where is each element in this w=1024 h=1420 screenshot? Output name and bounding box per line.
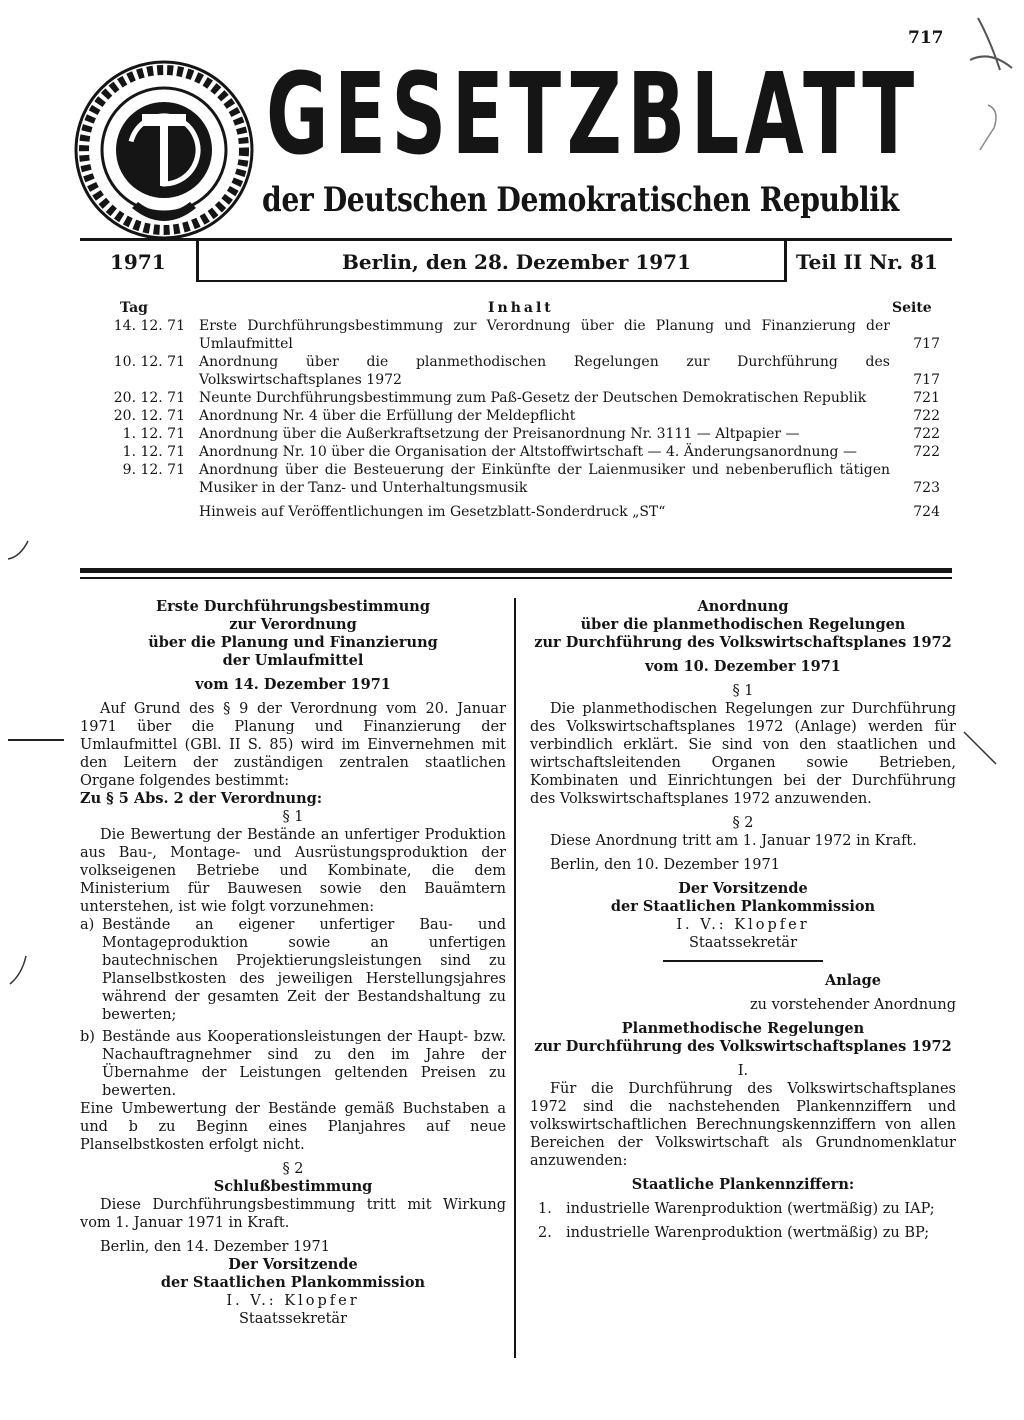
left-title-line: der Umlaufmittel xyxy=(222,652,364,669)
issue-place-date: Berlin, den 28. Dezember 1971 xyxy=(342,250,691,274)
toc-note xyxy=(90,503,940,521)
left-signature-role: Staatssekretär xyxy=(238,1311,348,1327)
right-signature-name: I. V.: Klopfer xyxy=(676,917,810,933)
left-signature-line: Der Vorsitzende xyxy=(228,1256,358,1273)
right-section-1: § 1 xyxy=(732,683,754,699)
toc-entry xyxy=(90,389,940,407)
handwritten-mark xyxy=(960,728,1000,768)
section-rule-heavy xyxy=(80,568,952,573)
plan-indicator-item: 2. industrielle Warenproduktion (wertmäßig) zu BP; xyxy=(538,1225,930,1241)
margin-mark xyxy=(4,950,34,990)
left-section-1-closing: Eine Umbewertung der Bestände gemäß Buchstaben a und b zu Beginn eines Planjahres auf neue Planselbstkosten erfolgt nicht. xyxy=(80,1101,506,1153)
left-section-2-title: Schlußbestimmung xyxy=(213,1178,373,1195)
toc-entry xyxy=(90,425,940,443)
left-title-line: Erste Durchführungsbestimmung xyxy=(156,598,430,615)
toc-entry-date: 20. 12. 71 xyxy=(113,408,185,424)
left-signature-name: I. V.: Klopfer xyxy=(226,1293,360,1309)
table-of-contents xyxy=(90,317,940,521)
right-title-line: zur Durchführung des Volkswirtschaftsplanes 1972 xyxy=(534,634,952,651)
left-list-item-a: a) Bestände an eigener unfertiger Bau- und Montageproduktion sowie an unfertigen bautechnischen Projektierungsleistungen sind zu Planselbstkosten des jeweiligen Herstellungsjahres während der gesamten Zeit der Bestandshaltung zu bewerten; xyxy=(80,917,506,1023)
right-section-2: § 2 xyxy=(732,815,754,831)
column-divider xyxy=(514,598,516,1358)
roman-section: I. xyxy=(737,1063,749,1079)
section-rule-thin xyxy=(80,577,952,579)
left-date: vom 14. Dezember 1971 xyxy=(195,676,391,693)
toc-entry-date: 14. 12. 71 xyxy=(113,318,185,334)
toc-entry-title: Erste Durchführungsbestimmung zur Verordnung über die Planung und Finanzierung der Umlaufmittel xyxy=(199,318,890,352)
toc-entry xyxy=(90,443,940,461)
handwritten-mark xyxy=(960,10,1020,160)
infobar-divider-right xyxy=(784,238,787,282)
toc-header-day: Tag xyxy=(120,300,148,316)
toc-entry-date: 1. 12. 71 xyxy=(122,444,185,460)
toc-entry-title: Neunte Durchführungsbestimmung zum Paß-Gesetz der Deutschen Demokratischen Republik xyxy=(199,390,867,406)
anlage-heading: Anlage xyxy=(824,972,881,989)
toc-entry xyxy=(90,461,940,497)
left-list-item-b: b) Bestände aus Kooperationsleistungen der Haupt- bzw. Nachauftragnehmer sind zu den im Jahre der Übernahme der Leistungen geltenden Preisen zu bewerten. xyxy=(80,1029,506,1099)
toc-entry-title: Anordnung über die planmethodischen Regelungen zur Durchführung des Volkswirtschaftsplanes 1972 xyxy=(199,354,890,388)
infobar-top-rule xyxy=(80,238,952,241)
toc-header-page: Seite xyxy=(892,300,932,316)
toc-entry-page: 723 xyxy=(913,480,940,496)
right-section-1-text: Die planmethodischen Regelungen zur Durchführung des Volkswirtschaftsplanes 1972 (Anlage) werden für verbindlich erklärt. Sie sind von den staatlichen und wirtschaftsleitenden Organen sowie Betrieben, Kombinaten und Einrichtungen bei der Durchführung des Volkswirtschaftsplanes 1972 anzuwenden. xyxy=(530,701,956,807)
toc-entry-page: 717 xyxy=(913,372,940,388)
plan-indicator-item: 1. industrielle Warenproduktion (wertmäßig) zu IAP; xyxy=(538,1201,935,1217)
toc-entry-page: 721 xyxy=(913,390,940,406)
state-emblem xyxy=(72,58,256,242)
toc-entry-title: Anordnung Nr. 10 über die Organisation der Altstoffwirtschaft — 4. Änderungsanordnung — xyxy=(199,444,857,460)
toc-entry-title: Anordnung über die Außerkraftsetzung der Preisanordnung Nr. 3111 — Altpapier — xyxy=(199,426,800,442)
plan-indicators-heading: Staatliche Plankennziffern: xyxy=(631,1176,855,1193)
left-title-line: zur Verordnung xyxy=(229,616,357,633)
toc-entry-date: 20. 12. 71 xyxy=(113,390,185,406)
left-zu-heading: Zu § 5 Abs. 2 der Verordnung: xyxy=(80,790,323,807)
right-signature-role: Staatssekretär xyxy=(688,935,798,951)
left-section-2: § 2 xyxy=(282,1161,304,1177)
left-signature-line: der Staatlichen Plankommission xyxy=(160,1274,426,1291)
left-place-date: Berlin, den 14. Dezember 1971 xyxy=(100,1239,330,1255)
right-date: vom 10. Dezember 1971 xyxy=(645,658,841,675)
left-preamble: Auf Grund des § 9 der Verordnung vom 20. Januar 1971 über die Planung und Finanzierung der Umlaufmittel (GBl. II S. 85) wird im Einvernehmen mit den Leitern der zuständigen zentralen staatlichen Organe folgendes bestimmt: xyxy=(80,701,506,789)
page-number: 717 xyxy=(908,28,944,48)
left-section-1-text: Die Bewertung der Bestände an unfertiger Produktion aus Bau-, Montage- und Ausrüstungsproduktion der volkseigenen Betriebe und Kombinate, die dem Ministerium für Bauwesen sowie den Bauämtern unterstehen, ist wie folgt vorzunehmen: xyxy=(80,827,506,915)
toc-header-content: Inhalt xyxy=(488,300,554,316)
toc-note-title: Hinweis auf Veröffentlichungen im Gesetzblatt-Sonderdruck „ST“ xyxy=(199,504,666,520)
toc-entry-page: 722 xyxy=(913,444,940,460)
toc-entry xyxy=(90,407,940,425)
masthead-title: GESETZBLATT xyxy=(266,50,920,180)
infobar-divider-left xyxy=(196,238,199,282)
issue-year: 1971 xyxy=(110,250,166,274)
toc-entry-page: 722 xyxy=(913,408,940,424)
anlage-subheading: zu vorstehender Anordnung xyxy=(749,997,956,1013)
plan-regulations-text: Für die Durchführung des Volkswirtschaftsplanes 1972 sind die nachstehenden Plankennziffern und volkswirtschaftlichen Berechnungskennziffern von allen Bereichen der Volkswirtschaft als Grundnomenklatur anzuwenden: xyxy=(530,1081,956,1169)
left-title-line: über die Planung und Finanzierung xyxy=(148,634,438,651)
toc-entry xyxy=(90,317,940,353)
toc-entry-page: 717 xyxy=(913,336,940,352)
left-column xyxy=(80,598,506,1328)
issue-number: Teil II Nr. 81 xyxy=(796,250,938,274)
signature-divider xyxy=(663,960,823,962)
toc-note-page: 724 xyxy=(913,504,940,520)
margin-mark xyxy=(6,735,66,745)
right-title-line: über die planmethodischen Regelungen xyxy=(580,616,906,633)
toc-entry-date: 1. 12. 71 xyxy=(122,426,185,442)
toc-entry xyxy=(90,353,940,389)
toc-entry-date: 9. 12. 71 xyxy=(122,462,185,478)
toc-entry-date: 10. 12. 71 xyxy=(113,354,185,370)
right-place-date: Berlin, den 10. Dezember 1971 xyxy=(550,857,780,873)
right-column xyxy=(530,598,956,1242)
plan-regulations-title: zur Durchführung des Volkswirtschaftsplanes 1972 xyxy=(534,1038,952,1055)
margin-mark xyxy=(4,535,34,565)
toc-entry-page: 722 xyxy=(913,426,940,442)
plan-regulations-title: Planmethodische Regelungen xyxy=(621,1020,865,1037)
right-title-line: Anordnung xyxy=(697,598,789,615)
left-section-2-text: Diese Durchführungsbestimmung tritt mit Wirkung vom 1. Januar 1971 in Kraft. xyxy=(80,1197,506,1231)
infobar-bottom-rule xyxy=(196,280,787,282)
toc-entry-title: Anordnung Nr. 4 über die Erfüllung der Meldepflicht xyxy=(199,408,576,424)
right-signature-line: Der Vorsitzende xyxy=(678,880,808,897)
right-section-2-text: Diese Anordnung tritt am 1. Januar 1972 in Kraft. xyxy=(550,833,917,849)
masthead-subtitle: der Deutschen Demokratischen Republik xyxy=(262,180,899,220)
toc-entry-title: Anordnung über die Besteuerung der Einkünfte der Laienmusiker und nebenberuflich tätigen Musiker in der Tanz- und Unterhaltungsmusik xyxy=(199,462,890,496)
left-section-1: § 1 xyxy=(282,809,304,825)
right-signature-line: der Staatlichen Plankommission xyxy=(610,898,876,915)
